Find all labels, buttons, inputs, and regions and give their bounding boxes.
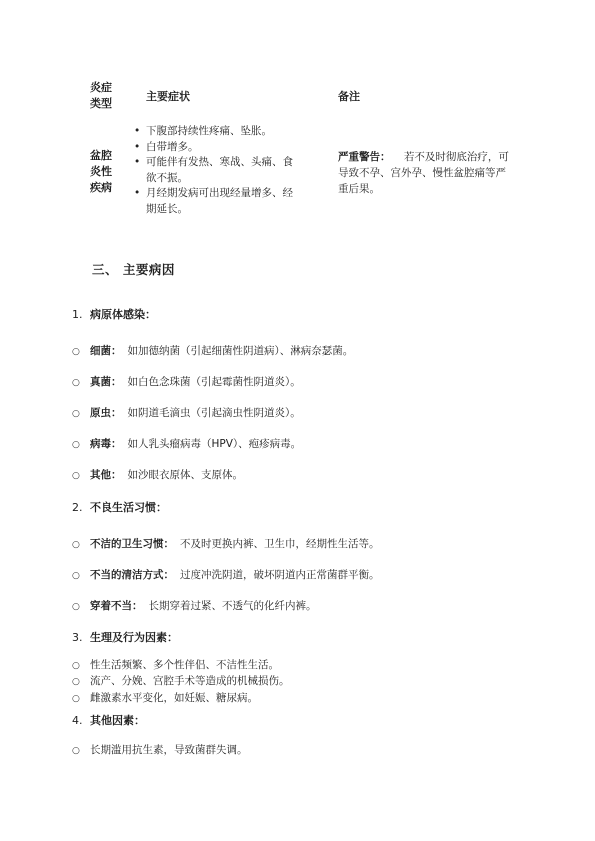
list-item: ○ 其他： 如沙眼衣原体、支原体。 xyxy=(72,469,243,481)
circle-bullet-icon: ○ xyxy=(72,347,80,357)
circle-bullet-icon: ○ xyxy=(72,409,80,419)
symptom-item: • 下腹部持续性疼痛、坠胀。 xyxy=(142,124,302,140)
circle-bullet-icon: ○ xyxy=(72,571,80,581)
bullet-icon: • xyxy=(134,125,141,137)
table-cell-notes xyxy=(338,149,516,197)
list-item: ○ 病毒： 如人乳头瘤病毒（HPV）、疱疹病毒。 xyxy=(72,438,302,450)
circle-bullet-icon: ○ xyxy=(72,440,80,450)
list-item: ○ 雌激素水平变化，如妊娠、糖尿病。 xyxy=(72,692,258,704)
list-item: ○ 长期滥用抗生素，导致菌群失调。 xyxy=(72,744,248,756)
symptom-item: • 可能伴有发热、寒战、头痛、食欲不振。 xyxy=(134,156,293,184)
symptom-item: • 月经期发病可出现经量增多、经期延长。 xyxy=(134,187,293,215)
table-header-symptoms: 主要症状 xyxy=(146,90,190,103)
list-item: ○ 原虫： 如阴道毛滴虫（引起滴虫性阴道炎）。 xyxy=(72,407,301,419)
list-item: ○ 真菌： 如白色念珠菌（引起霉菌性阴道炎）。 xyxy=(72,376,301,388)
table-header-type: 炎症类型 xyxy=(90,81,112,110)
cause-heading: 3. 生理及行为因素： xyxy=(72,631,178,644)
table-cell-symptoms xyxy=(134,124,302,217)
section-title: 三、 主要病因 xyxy=(92,262,175,277)
cause-heading: 2. 不良生活习惯： xyxy=(72,501,167,514)
circle-bullet-icon: ○ xyxy=(72,694,80,704)
list-item: ○ 不当的清洁方式： 过度冲洗阴道，破坏阴道内正常菌群平衡。 xyxy=(72,569,380,581)
list-item: ○ 流产、分娩、宫腔手术等造成的机械损伤。 xyxy=(72,675,290,687)
circle-bullet-icon: ○ xyxy=(72,661,80,671)
warning-text: 若不及时彻底治疗，可导致不孕、宫外孕、慢性盆腔痛等严重后果。 xyxy=(338,151,509,195)
table-header-notes: 备注 xyxy=(338,90,360,103)
bullet-icon: • xyxy=(134,187,141,199)
circle-bullet-icon: ○ xyxy=(72,540,80,550)
circle-bullet-icon: ○ xyxy=(72,746,80,756)
cause-heading: 4. 其他因素： xyxy=(72,714,145,727)
circle-bullet-icon: ○ xyxy=(72,602,80,612)
bullet-icon: • xyxy=(134,140,141,153)
warning-label: 严重警告： xyxy=(338,151,391,163)
list-item: ○ 细菌： 如加德纳菌（引起细菌性阴道病）、淋病奈瑟菌。 xyxy=(72,345,354,357)
list-item: ○ 穿着不当： 长期穿着过紧、不透气的化纤内裤。 xyxy=(72,600,317,612)
cause-heading: 1. 病原体感染： xyxy=(72,308,156,321)
list-item: ○ 性生活频繁、多个性伴侣、不洁性生活。 xyxy=(72,659,279,671)
table-cell-type: 盆腔炎性疾病 xyxy=(90,149,112,194)
list-item: ○ 不洁的卫生习惯： 不及时更换内裤、卫生巾，经期性生活等。 xyxy=(72,538,380,550)
bullet-icon: • xyxy=(134,156,141,168)
circle-bullet-icon: ○ xyxy=(72,677,80,687)
circle-bullet-icon: ○ xyxy=(72,378,80,388)
symptom-item: • 白带增多。 xyxy=(142,140,302,156)
circle-bullet-icon: ○ xyxy=(72,471,80,481)
